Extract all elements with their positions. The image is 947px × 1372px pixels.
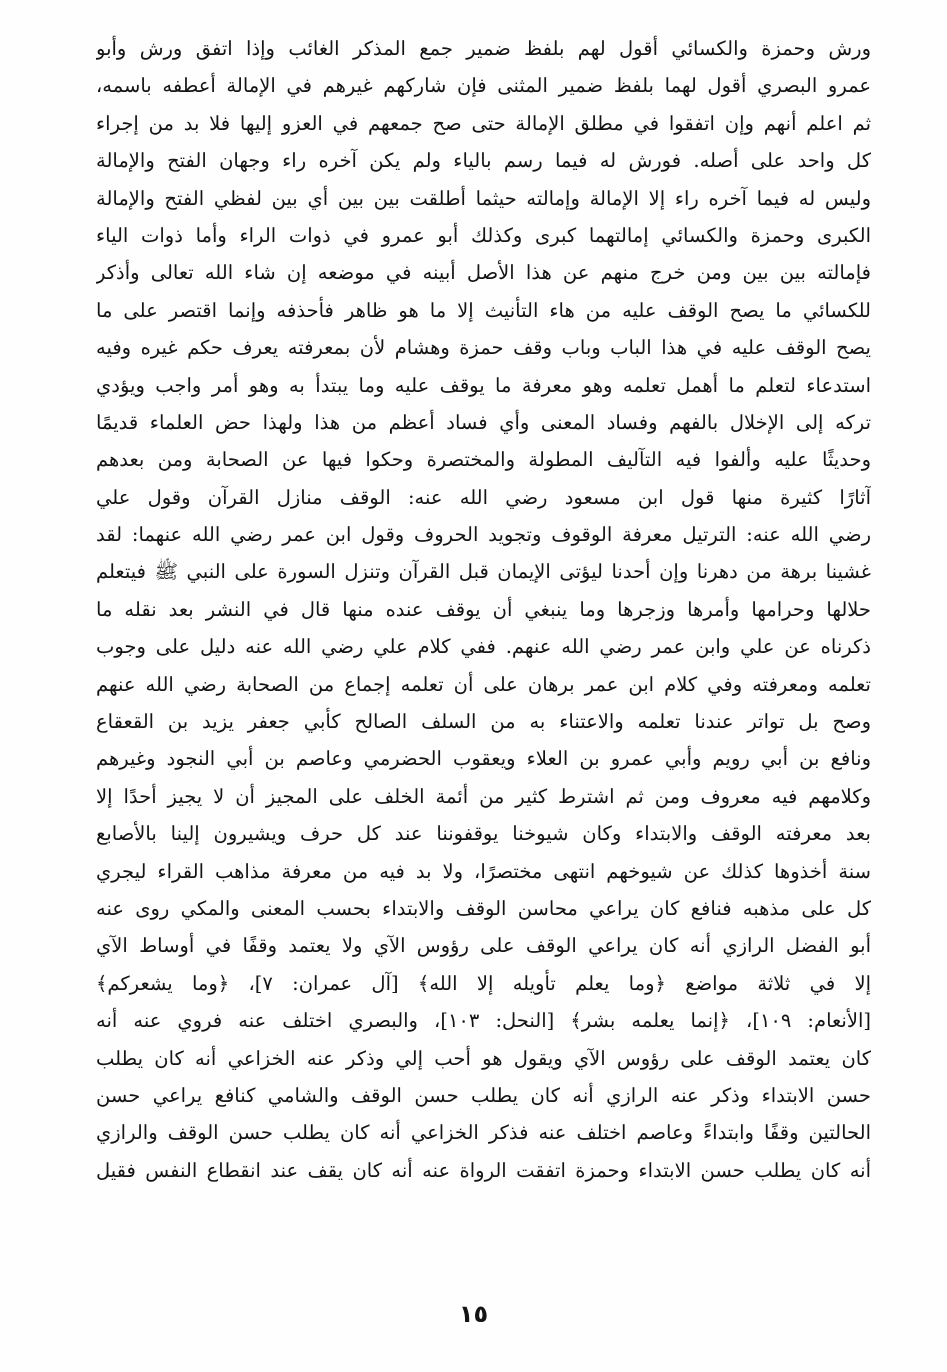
text-line: سنة أخذوها كذلك عن شيوخهم انتهى مختصرًا، ولا بد فيه من معرفة مذاهب القراء ليجري xyxy=(96,859,871,883)
page-number: ١٥ xyxy=(458,1300,489,1328)
text-line: أبو الفضل الرازي أنه كان يراعي الوقف على رؤوس الآي ولا يعتمد وقفًا في أوساط الآي xyxy=(96,934,871,958)
text-line: بعد معرفته الوقف والابتداء وكان شيوخنا يوقفوننا عند كل حرف ويشيرون إلينا بالأصابع xyxy=(96,822,871,846)
text-line: الكبرى وحمزة والكسائي إمالتهما كبرى وكذلك أبو عمرو في ذوات الراء وأما ذوات الياء xyxy=(96,223,871,247)
text-line: وحديثًا عليه وألفوا فيه التآليف المطولة والمختصرة وحكوا فيها عن الصحابة ومن بعدهم xyxy=(96,448,871,472)
text-line: ورش وحمزة والكسائي أقول لهم بلفظ ضمير جمع المذكر الغائب وإذا اتفق ورش وأبو xyxy=(96,37,871,60)
text-line: ثم اعلم أنهم وإن اتفقوا في مطلق الإمالة حتى صح جمعهم في العزو إليها فلا بد من إجراء xyxy=(96,111,871,135)
text-line: يصح الوقف عليه في هذا الباب وباب وقف حمزة وهشام لأن بمعرفته يعرف حكم غيره وفيه xyxy=(96,336,871,360)
text-line: وصح بل تواتر عندنا تعلمه والاعتناء به من السلف الصالح كأبي جعفر يزيد بن القعقاع xyxy=(96,710,871,734)
text-line: وليس له فيما آخره راء إلا الإمالة وإمالته حيثما أطلقت بين بين أي بين لفظي الفتح والإمالة xyxy=(96,186,871,210)
text-line: ذكرناه عن علي وابن عمر رضي الله عنهم. ففي كلام علي رضي الله عنه دليل على وجوب xyxy=(96,635,871,659)
text-line: حلالها وحرامها وأمرها وزجرها وما ينبغي أن يوقف عنده منها قال في النشر بعد نقله ما xyxy=(96,597,871,621)
text-line: إلا في ثلاثة مواضع ﴿وما يعلم تأويله إلا الله﴾ [آل عمران: ٧]، ﴿وما يشعركم﴾ xyxy=(96,971,871,995)
text-line: للكسائي ما يصح الوقف عليه من هاء التأنيث إلا ما هو ظاهر فأحذفه وإنما اقتصر على ما xyxy=(96,298,871,322)
text-line: حسن الابتداء وذكر عنه الرازي أنه كان يطلب حسن الوقف والشامي كنافع يراعي حسن xyxy=(96,1083,871,1107)
text-line: كل على مذهبه فنافع كان يراعي محاسن الوقف والابتداء بحسب المعنى والمكي روى عنه xyxy=(96,896,871,920)
body-text xyxy=(96,30,871,1189)
text-line: كان يعتمد الوقف على رؤوس الآي ويقول هو أحب إلي وذكر عنه الخزاعي أنه كان يطلب xyxy=(96,1046,871,1070)
text-line: استدعاء لتعلم ما أهمل تعلمه وهو معرفة ما يوقف عليه وما يبتدأ به وهو أمر واجب ويؤدي xyxy=(96,373,871,397)
text-line: عمرو البصري أقول لهما بلفظ ضمير المثنى فإن شاركهم غيرهم في الإمالة أعطفه باسمه، xyxy=(96,74,871,98)
text-line: وكلامهم فيه معروف ومن ثم اشترط كثير من أئمة الخلف على المجيز أن لا يجيز أحدًا إلا xyxy=(96,784,871,808)
text-line: أنه كان يطلب حسن الابتداء وحمزة اتفقت الرواة عنه أنه كان يقف عند انقطاع النفس فقيل xyxy=(96,1158,871,1182)
text-line: آثارًا كثيرة منها قول ابن مسعود رضي الله عنه: الوقف منازل القرآن وقول علي xyxy=(96,485,871,509)
text-line: رضي الله عنه: الترتيل معرفة الوقوف وتجويد الحروف وقول ابن عمر رضي الله عنهما: لقد xyxy=(96,523,871,547)
text-line: ونافع بن أبي رويم وأبي عمرو بن العلاء ويعقوب الحضرمي وعاصم بن أبي النجود وغيرهم xyxy=(96,747,871,771)
text-line: غشينا برهة من دهرنا وإن أحدنا ليؤتى الإيمان قبل القرآن وتنزل السورة على النبي ﷺ فيتعلم xyxy=(96,560,871,584)
text-line: تركه إلى الإخلال بالفهم وفساد المعنى وأي فساد أعظم من هذا ولهذا حض العلماء قديمًا xyxy=(96,410,871,434)
text-line: الحالتين وقفًا وابتداءً وعاصم اختلف عنه فذكر الخزاعي أنه كان يطلب حسن الوقف والرازي xyxy=(96,1121,871,1145)
text-line: [الأنعام: ١٠٩]، ﴿إنما يعلمه بشر﴾ [النحل: ١٠٣]، والبصري اختلف عنه فروي عنه أنه xyxy=(96,1009,871,1033)
text-line: فإمالته بين بين ومن خرج منهم عن هذا الأصل أبينه في موضعه إن شاء الله تعالى وأذكر xyxy=(96,261,871,285)
text-line: تعلمه ومعرفته وفي كلام ابن عمر برهان على أن تعلمه إجماع من الصحابة رضي الله عنهم xyxy=(96,672,871,696)
text-line: كل واحد على أصله. فورش له فيما رسم بالياء ولم يكن آخره راء وجهان الفتح والإمالة xyxy=(96,149,871,173)
